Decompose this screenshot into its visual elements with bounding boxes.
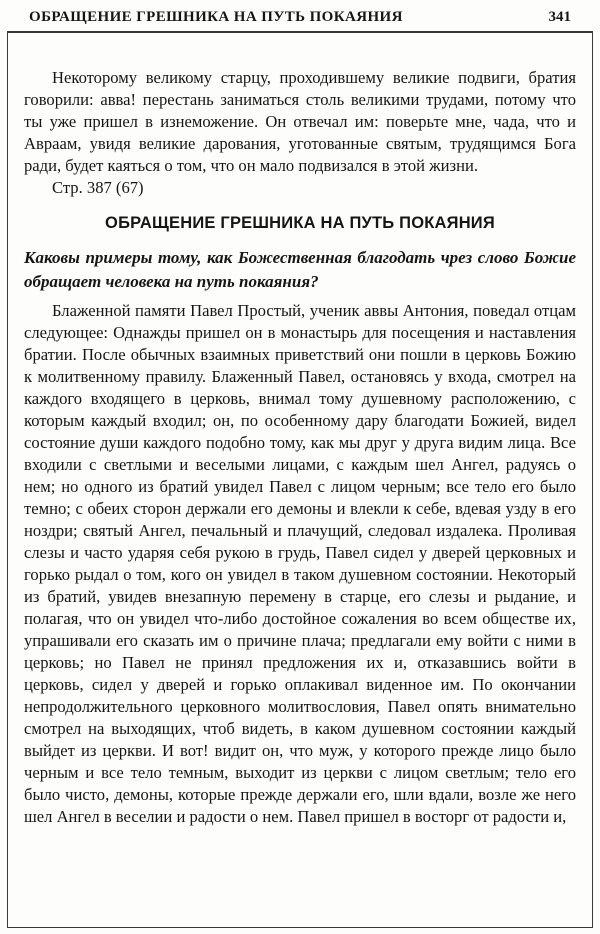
question-paragraph: Каковы примеры тому, как Божественная благодать чрез слово Божие обращает человека на путь покаяния? xyxy=(24,248,576,291)
intro-paragraph: Некоторому великому старцу, проходившему великие подвиги, братия говорили: авва! перестань заниматься столь великими трудами, потому что ты уже пришел в изнеможение. Он отвечал им: поверьте мне, чада, что и Авраам, увидя великие дарования, уготованные святым, трудящимся Бога ради, будет каяться о том, что он мало подвизался в этой жизни. xyxy=(24,68,576,175)
section-heading: ОБРАЩЕНИЕ ГРЕШНИКА НА ПУТЬ ПОКАЯНИЯ xyxy=(105,214,495,232)
body-paragraph: Блаженной памяти Павел Простый, ученик аввы Антония, поведал отцам следующее: Однажды пришел он в монастырь для посещения и наставления братии. После обычных взаимных приветствий они пошли в церковь Божию к молитвенному правилу. Блаженный Павел, остановясь у входа, смотрел на каждого входящего в церковь, внимал тому душевному расположению, с которым каждый входил; он, по особенному дару благодати Божией, видел состояние души каждого подобно тому, как мы друг у друга видим лица. Все входили с светлыми и веселыми лицами, с каждым шел Ангел, радуясь о нем; но одного из братий увидел Павел с лицом черным; все тело его было темно; с обеих сторон держали его демоны и влекли к себе, вдевая узду в его ноздри; святый Ангел, печальный и плачущий, следовал издалека. Проливая слезы и часто ударяя себя рукою в грудь, Павел сидел у дверей церковных и горько рыдал о том, кого он увидел в таком душевном состоянии. Некоторый из братий, увидев внезапную перемену в старце, его слезы и рыдание, и полагая, что он увидел что-либо достойное сожаления во всем обществе их, упрашивали его сказать им о причине плача; предлагали ему войти с ними в церковь; но Павел не принял предложения их и, отказавшись войти в церковь, сидел у дверей и горько оплакивал виденное им. По окончании непродолжительного церковного молитвословия, Павел опять внимательно смотрел на выходящих, чтоб видеть, в каком душевном состоянии каждый выйдет из церкви. И вот! видит он, что муж, у которого прежде лицо было черным и все тело темным, выходит из церкви с лицом светлым; тело его было чисто, демоны, которые прежде держали его, шли вдали, возле же него шел Ангел в веселии и радости о нем. Павел пришел в восторг от радости и, xyxy=(24,301,576,826)
page-number: 341 xyxy=(548,9,571,25)
page-frame xyxy=(7,31,593,928)
reference-line: Стр. 387 (67) xyxy=(52,178,144,197)
running-head xyxy=(7,0,593,31)
running-head-title: ОБРАЩЕНИЕ ГРЕШНИКА НА ПУТЬ ПОКАЯНИЯ xyxy=(29,9,403,25)
